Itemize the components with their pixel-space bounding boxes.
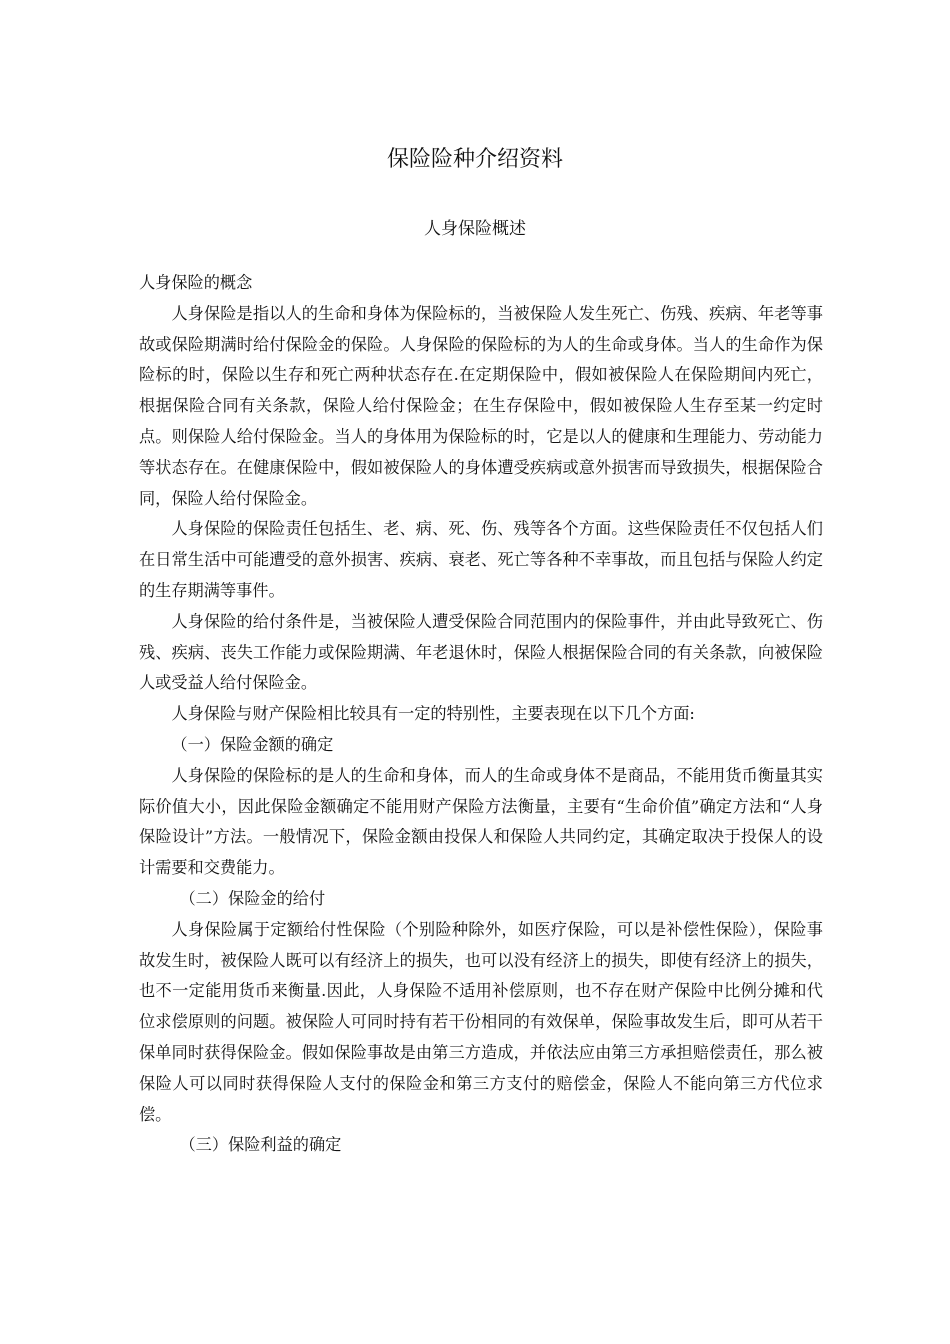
subheading-benefit-payment: （二）保险金的给付: [179, 888, 326, 908]
document-title: 保险险种介绍资料: [386, 147, 563, 172]
document-body: [139, 268, 823, 1161]
paragraph-payment-conditions: 人身保险的给付条件是，当被保险人遭受保险合同范围内的保险事件，并由此导致死亡、伤残、疾病、丧失工作能力或保险期满、年老退休时，保险人根据保险合同的有关条款，向被保险人或受益人给付保险金。: [139, 611, 823, 693]
subheading-insured-amount: （一）保险金额的确定: [171, 734, 334, 754]
section-title: 人身保险概述: [424, 219, 526, 239]
paragraph-comparison-intro: 人身保险与财产保险相比较具有一定的特别性，主要表现在以下几个方面:: [171, 704, 695, 724]
paragraph-benefit-payment: 人身保险属于定额给付性保险（个别险种除外，如医疗保险，可以是补偿性保险），保险事故发生时，被保险人既可以有经济上的损失，也可以没有经济上的损失，即使有经济上的损失，也不一定能用货币来衡量.因此，人身保险不适用补偿原则，也不存在财产保险中比例分摊和代位求偿原则的问题。被保险人可同时持有若干份相同的有效保单，保险事故发生后，即可从若干保单同时获得保险金。假如保险事故是由第三方造成，并依法应由第三方承担赔偿责任，那么被保险人可以同时获得保险人支付的保险金和第三方支付的赔偿金，保险人不能向第三方代位求偿。: [139, 919, 823, 1124]
paragraph-coverage: 人身保险的保险责任包括生、老、病、死、伤、残等各个方面。这些保险责任不仅包括人们在日常生活中可能遭受的意外损害、疾病、衰老、死亡等各种不幸事故，而且包括与保险人约定的生存期满等事件。: [139, 519, 823, 600]
concept-heading: 人身保险的概念: [139, 273, 253, 292]
subheading-insurable-interest: （三）保险利益的确定: [179, 1135, 342, 1155]
paragraph-definition: 人身保险是指以人的生命和身体为保险标的，当被保险人发生死亡、伤残、疾病、年老等事故或保险期满时给付保险金的保险。人身保险的保险标的为人的生命或身体。当人的生命作为保险标的时，保险以生存和死亡两种状态存在.在定期保险中，假如被保险人在保险期间内死亡，根据保险合同有关条款，保险人给付保险金；在生存保险中，假如被保险人生存至某一约定时点。则保险人给付保险金。当人的身体用为保险标的时，它是以人的健康和生理能力、劳动能力等状态存在。在健康保险中，假如被保险人的身体遭受疾病或意外损害而导致损失，根据保险合同，保险人给付保险金。: [139, 303, 823, 508]
paragraph-insured-amount: 人身保险的保险标的是人的生命和身体，而人的生命或身体不是商品，不能用货币衡量其实际价值大小，因此保险金额确定不能用财产保险方法衡量，主要有“生命价值”确定方法和“人身保险设计”方法。一般情况下，保险金额由投保人和保险人共同约定，其确定取决于投保人的设计需要和交费能力。: [139, 765, 823, 878]
